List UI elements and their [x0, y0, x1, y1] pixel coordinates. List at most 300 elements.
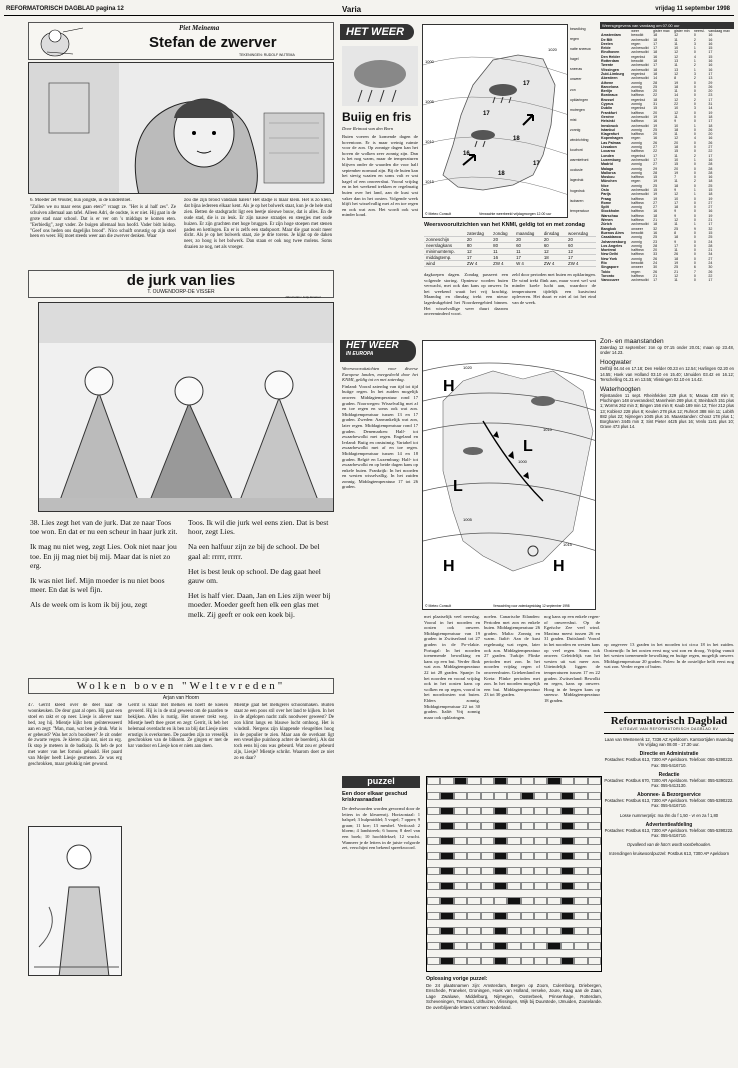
puzzel-cell[interactable]	[494, 792, 507, 800]
puzzel-cell[interactable]	[588, 912, 601, 920]
station-cell: 0	[693, 127, 696, 132]
station-cell: zw.bewolkt	[631, 192, 649, 197]
puzzel-cell[interactable]	[534, 822, 547, 830]
puzzel-cell[interactable]	[574, 792, 587, 800]
puzzel-cell[interactable]	[507, 777, 520, 785]
puzzel-cell[interactable]	[588, 777, 601, 785]
station-cell: 14	[674, 93, 679, 98]
puzzel-cell[interactable]	[494, 897, 507, 905]
station-cell: Londen	[601, 153, 614, 158]
puzzel-cell[interactable]	[547, 822, 560, 830]
puzzel-cell[interactable]	[521, 897, 534, 905]
puzzel-cell[interactable]	[481, 927, 494, 935]
station-cell: 0	[693, 132, 696, 137]
puzzel-cell[interactable]	[507, 792, 520, 800]
station-cell: 16	[653, 230, 658, 235]
puzzel-cell[interactable]	[534, 912, 547, 920]
station-cell: regenbui	[631, 71, 646, 76]
puzzel-cell[interactable]	[481, 942, 494, 950]
puzzel-cell[interactable]	[521, 927, 534, 935]
puzzel-cell[interactable]	[440, 867, 453, 875]
puzzel-cell[interactable]	[521, 792, 534, 800]
weather-eu-text-4: nog kans op een enkele regen- of onweersbui. Op de Egeïsche Zee veel wind. Maxima meest tussen 26 en 31 graden. Duitsland: Vooral in het noorden en westen kans op veel regen. Soms ook onweer. Geleidelijk van het westen uit wat meer zon. Uiteindelijk liggen de temperaturen tussen 17 en 22 graden. Zwitserland: Bewolkt en regen, kans op onweer. Hoog in de bergen kans op sneeuw. Middagtemperatuur 18 graden.	[544, 614, 600, 703]
weather-nl-text-b: dagkoepen dagen. Zondag passeert een volgende storing. Opnieuw worden buien verwacht, met ook dan kans op onweer. In het weekend waait het vrij krachtig. Maandag en dinsdag trekt een nieuw lagedrukgebied het Noordzeegebied binnen. Het wisselvallige weer duurt daarom onverminderd voort.	[424, 272, 508, 317]
puzzel-cell[interactable]	[427, 777, 440, 785]
station-cell: 3	[693, 41, 696, 46]
puzzel-cell[interactable]	[507, 807, 520, 815]
station-cell: zonnig	[631, 183, 642, 188]
puzzel-cell[interactable]	[534, 867, 547, 875]
puzzel-cell[interactable]	[588, 927, 601, 935]
water-text: Rijnstanden 11 sept. Rheinfelden 229 plus 5; Maxau 430 min 8; Plochingen 148 onveranderd; Mannheim 269 plus 4; Steinbach 151 plus 1; Worms 262 min 3; Bingen 156 min 9; Kaub 189 min 12; Trier 212 plus 13; Koblenz 228 plus 8; Keulen 278 plus 12; Ruhrort 388 min 11; Lobith 882 plus 22; Nijmegen 1045 plus 16. Maasstanden: Chooz 178 plus 1; Borgharen 3445 min 3; Sint Pieter 4425 plus 16; Venlo 1141 plus 10; Grave 473 plus 14.	[600, 393, 734, 430]
puzzel-cell[interactable]	[481, 897, 494, 905]
puzzel-cell[interactable]	[547, 807, 560, 815]
puzzel-cell[interactable]	[481, 837, 494, 845]
puzzel-cell[interactable]	[454, 807, 467, 815]
puzzel-sub: Een door elkaar geschud kriskrasraadsel	[342, 791, 408, 803]
puzzel-text: De deelwoorden worden gevormd door de letters in de kleurenrij. Horizontaal: 1 balspel; 3 hulpmiddel; 5 vogel; 7 opper; 9 graan; 11 koe; 13 meubel. Verticaal: 2 bloem; 4 landstreek; 6 boom; 8 deel van een boek; 10 hoofddeksel; 12 vrucht. Wanneer je de letters in de juiste volgorde zet, verschijnt een bekend spreekwoord.	[342, 806, 420, 851]
station-cell: 14	[653, 76, 658, 81]
puzzel-cell[interactable]	[561, 897, 574, 905]
puzzel-cell[interactable]	[561, 882, 574, 890]
station-cell: halfbew.	[631, 273, 645, 278]
station-cell: 16	[708, 209, 713, 214]
puzzel-cell[interactable]	[481, 822, 494, 830]
station-cell: Vancouver	[601, 278, 620, 283]
puzzel-cell[interactable]	[547, 957, 560, 965]
legend-item: motregen	[570, 107, 585, 112]
puzzel-cell[interactable]	[467, 837, 480, 845]
puzzel-cell[interactable]	[534, 792, 547, 800]
puzzel-cell[interactable]	[427, 912, 440, 920]
station-cell: 9	[674, 187, 677, 192]
puzzel-cell[interactable]	[574, 867, 587, 875]
puzzel-cell[interactable]	[467, 852, 480, 860]
puzzel-cell[interactable]	[534, 897, 547, 905]
station-cell: 11	[674, 153, 678, 158]
puzzel-cell[interactable]	[521, 822, 534, 830]
puzzel-cell[interactable]	[467, 867, 480, 875]
map-copyright: © Meteo Consult	[425, 212, 452, 216]
puzzel-cell[interactable]	[427, 852, 440, 860]
station-cell: 19	[653, 196, 658, 201]
station-cell: 16	[708, 37, 713, 42]
puzzel-cell[interactable]	[454, 942, 467, 950]
station-cell: 18	[653, 97, 658, 102]
station-cell: 1	[693, 222, 696, 227]
puzzel-cell[interactable]	[561, 792, 574, 800]
station-cell: 26	[653, 140, 658, 145]
station-cell: 1	[693, 59, 696, 64]
station-cell: New York	[601, 256, 618, 261]
puzzel-cell[interactable]	[534, 942, 547, 950]
puzzel-cell[interactable]	[427, 957, 440, 965]
station-cell: regen	[631, 136, 641, 141]
puzzel-cell[interactable]	[574, 957, 587, 965]
puzzel-cell[interactable]	[494, 807, 507, 815]
puzzel-cell[interactable]	[521, 837, 534, 845]
puzzel-cell[interactable]	[454, 837, 467, 845]
station-cell: 11	[674, 41, 678, 46]
puzzel-cell[interactable]	[534, 777, 547, 785]
puzzel-cell[interactable]	[574, 912, 587, 920]
station-cell: 34	[708, 252, 713, 257]
puzzel-cell[interactable]	[547, 867, 560, 875]
puzzel-cell[interactable]	[427, 897, 440, 905]
puzzel-cell[interactable]	[494, 942, 507, 950]
puzzel-cell[interactable]	[547, 927, 560, 935]
station-cell: Frankfurt	[601, 110, 617, 115]
puzzel-cell[interactable]	[561, 867, 574, 875]
station-cell: 0	[693, 273, 696, 278]
station-cell: 0	[693, 89, 696, 94]
map-isobar: 1015	[425, 179, 434, 184]
weather-eu-text-2: met plaatselijk veel neerslag. Vooral in het noorden en oosten ook onweer. Middagtemperatuur van 19 graden in Zwitserland tot 27 graden in de Po-vlakte. Portugal: In het noorden toenemende bewolking en kans op een bui. Verder flink wat zon. Middagtemperatuur 22 tot 28 graden. Spanje: In het noorden en vooral vrijdag ook in het oosten kans op wolken en op regen, vooral in het noordoosten wat buien. Elders zonnig. Middagtemperatuur 22 tot 30 graden. Italië: Vrij zonnig maar ook opklaringen.	[424, 614, 480, 720]
station-cell: 21	[708, 248, 713, 253]
puzzel-cell[interactable]	[454, 897, 467, 905]
station-cell: 21	[674, 269, 679, 274]
puzzel-cell[interactable]	[574, 897, 587, 905]
puzzel-cell[interactable]	[588, 792, 601, 800]
puzzel-cell[interactable]	[507, 927, 520, 935]
puzzel-cell[interactable]	[440, 807, 453, 815]
station-cell: 24	[708, 261, 713, 266]
station-cell: 6	[693, 265, 696, 270]
puzzel-cell[interactable]	[507, 942, 520, 950]
cloud-symbol	[489, 84, 517, 96]
station-cell: 15	[708, 187, 713, 192]
puzzel-cell[interactable]	[507, 882, 520, 890]
puzzel-cell[interactable]	[454, 792, 467, 800]
station-cell: Malaga	[601, 166, 614, 171]
puzzel-cell[interactable]	[481, 957, 494, 965]
station-cell: 0	[693, 235, 696, 240]
jurk-author: T. OUWENDORP-DE VISSER	[147, 289, 215, 295]
puzzel-cell[interactable]	[534, 927, 547, 935]
station-cell: 18	[708, 192, 713, 197]
puzzel-cell[interactable]	[507, 867, 520, 875]
station-cell: 1	[693, 67, 696, 72]
puzzel-cell[interactable]	[547, 792, 560, 800]
puzzel-cell[interactable]	[561, 957, 574, 965]
puzzel-cell[interactable]	[454, 882, 467, 890]
puzzel-cell[interactable]	[547, 897, 560, 905]
puzzel-cell[interactable]	[494, 837, 507, 845]
station-cell: 31	[653, 102, 658, 107]
puzzel-cell[interactable]	[481, 882, 494, 890]
station-cell: 18	[653, 33, 658, 38]
station-cell: halfbew.	[631, 196, 645, 201]
puzzel-cell[interactable]	[454, 867, 467, 875]
puzzel-cell[interactable]	[440, 852, 453, 860]
station-cell: 17	[708, 153, 713, 158]
puzzel-cell[interactable]	[494, 957, 507, 965]
puzzel-cell[interactable]	[427, 867, 440, 875]
station-cell: 17	[708, 71, 713, 76]
puzzel-cell[interactable]	[454, 822, 467, 830]
puzzel-cell[interactable]	[440, 897, 453, 905]
puzzel-cell[interactable]	[440, 912, 453, 920]
puzzel-cell[interactable]	[534, 807, 547, 815]
puzzel-cell[interactable]	[481, 777, 494, 785]
puzzel-cell[interactable]	[588, 957, 601, 965]
station-cell: Cyprus	[601, 102, 614, 107]
station-cell: regen	[631, 269, 641, 274]
station-cell: 0	[693, 218, 696, 223]
station-cell: 17	[653, 63, 658, 68]
station-cell: zw.bewolkt	[631, 222, 649, 227]
station-cell: 12	[674, 71, 679, 76]
puzzel-cell[interactable]	[494, 927, 507, 935]
puzzel-cell[interactable]	[588, 852, 601, 860]
station-cell: halfbew.	[631, 218, 645, 223]
station-cell: 18	[653, 222, 658, 227]
puzzel-cell[interactable]	[521, 882, 534, 890]
puzzel-cell[interactable]	[467, 882, 480, 890]
page-header	[4, 4, 734, 16]
station-cell: 4	[693, 136, 696, 141]
pressure-L: L	[453, 478, 463, 495]
station-cell: 20	[653, 89, 658, 94]
puzzel-cell[interactable]	[481, 912, 494, 920]
station-cell: 16	[708, 33, 713, 38]
station-cell: 0	[693, 145, 696, 150]
puzzel-cell[interactable]	[547, 912, 560, 920]
weather-banner	[340, 24, 414, 40]
puzzel-cell[interactable]	[467, 912, 480, 920]
puzzel-cell[interactable]	[467, 777, 480, 785]
station-cell: weer	[631, 29, 640, 33]
station-cell: 0	[693, 149, 696, 154]
puzzel-cell[interactable]	[547, 942, 560, 950]
puzzel-cell[interactable]	[454, 927, 467, 935]
puzzel-cell[interactable]	[561, 942, 574, 950]
puzzel-cell[interactable]	[588, 837, 601, 845]
puzzel-cell[interactable]	[547, 837, 560, 845]
puzzel-cell[interactable]	[561, 822, 574, 830]
puzzel-cell[interactable]	[547, 852, 560, 860]
station-cell: 18	[653, 50, 658, 55]
puzzel-cell[interactable]	[494, 912, 507, 920]
legend-item: natte sneeuw	[570, 47, 591, 52]
station-cell: 28	[708, 170, 713, 175]
puzzel-cell[interactable]	[440, 942, 453, 950]
puzzel-cell[interactable]	[427, 807, 440, 815]
station-cell: Zuid-Limburg	[601, 71, 625, 76]
wolken-drawing	[29, 827, 122, 976]
legend-item: isobaren	[570, 198, 584, 203]
station-cell: 28	[653, 243, 658, 248]
puzzel-cell[interactable]	[588, 822, 601, 830]
station-cell: 1	[693, 187, 696, 192]
legend-item: zon	[570, 87, 576, 92]
puzzel-cell[interactable]	[454, 777, 467, 785]
puzzel-cell[interactable]	[561, 927, 574, 935]
comic-caption-col1	[30, 198, 176, 264]
puzzel-cell[interactable]	[481, 807, 494, 815]
puzzel-cell[interactable]	[521, 957, 534, 965]
comic-text-2: zou die zijn brood vandaan halen? Het stadje is maar klein. Het is zo klein, dat bijna iedereen elkaar kent. Als je op het bolwerk staat, kun je de hele stad zien. Betten de stadsgracht ligt een beetje nieuwe bouw, dat is alles. En de oude stad, die is zo leuk. Er zijn nauwe straatjes en steegjes met oude huizen. Er zijn grachten met hoge bruggen. Er zijn hoge stoepen met stenen paden en kettingen. En er is zelfs een stadspoort. Maar die gaat nooit meer dicht. Als je op het bolwerk staat, zie je drie torens. Je kijkt op de daken neer, zo hoog is het bolwerk. Dan staan er ook nog twee molens. Soms draaien ze nog, net als vroeger.	[184, 198, 332, 251]
station-cell: regenbui	[631, 54, 646, 59]
puzzel-cell[interactable]	[427, 837, 440, 845]
eu-pressure-label: 1015	[563, 542, 572, 547]
station-cell: 24	[653, 261, 658, 266]
puzzel-cell[interactable]	[440, 792, 453, 800]
puzzel-cell[interactable]	[481, 852, 494, 860]
wolken-illustration	[28, 826, 122, 976]
station-cell: 26	[708, 84, 713, 89]
station-cell: 10	[674, 157, 679, 162]
puzzel-cell[interactable]	[574, 927, 587, 935]
puzzel-grid[interactable]	[426, 776, 602, 972]
station-cell: 17	[708, 97, 713, 102]
puzzel-cell[interactable]	[534, 852, 547, 860]
puzzel-cell[interactable]	[440, 777, 453, 785]
station-cell: 15	[708, 230, 713, 235]
puzzel-cell[interactable]	[588, 807, 601, 815]
legend-item: koufront	[570, 148, 583, 153]
puzzel-cell[interactable]	[574, 837, 587, 845]
puzzel-cell[interactable]	[440, 822, 453, 830]
puzzel-cell[interactable]	[574, 942, 587, 950]
puzzel-cell[interactable]	[561, 837, 574, 845]
map-isobar: 1005	[425, 99, 434, 104]
comic-boy-illustration	[29, 63, 334, 194]
wolken-text-2: Gerrit is klaar met melken en hoeft de koeien gevoerd. Hij is in de stal geweest om de paarden te bekijken. Alles is rustig. Het onweer trekt weg. Mientje heeft thee gezet en zegt: Gerrit, ik heb het helemaal overdacht en ik ben zo blij dat Liesje niets ernstigs is overkomen. De paarden zijn zo vreselijk geschrokken van de bliksem. Ze gingen er met de kar vandoor en Liesje kon er niets aan doen.	[128, 703, 228, 750]
station-cell: 17	[653, 157, 658, 162]
puzzel-cell[interactable]	[467, 897, 480, 905]
station-cell: 20	[653, 248, 658, 253]
station-cell: 0	[693, 183, 696, 188]
puzzel-cell[interactable]	[440, 927, 453, 935]
eu-map-copyright: © Meteo Consult	[425, 604, 452, 608]
station-cell: 27	[708, 205, 713, 210]
station-cell: 9	[674, 239, 677, 244]
puzzel-cell[interactable]	[454, 957, 467, 965]
station-cell: 12	[674, 110, 679, 115]
puzzel-cell[interactable]	[574, 852, 587, 860]
weather-eu-banner-sub: IN EUROPA	[346, 351, 374, 357]
puzzel-cell[interactable]	[467, 822, 480, 830]
weather-nl-map	[422, 24, 568, 218]
puzzel-cell[interactable]	[507, 852, 520, 860]
puzzel-cell[interactable]	[534, 882, 547, 890]
station-cell: zonnig	[631, 239, 642, 244]
puzzel-cell[interactable]	[427, 942, 440, 950]
puzzel-cell[interactable]	[507, 912, 520, 920]
knmi-table-title: Weersvooruitzichten van het KNMI, geldig tot en met zondag	[424, 222, 585, 228]
station-cell: 16	[708, 157, 713, 162]
puzzel-cell[interactable]	[494, 852, 507, 860]
puzzel-cell[interactable]	[574, 882, 587, 890]
puzzel-cell[interactable]	[561, 852, 574, 860]
puzzel-cell[interactable]	[588, 897, 601, 905]
station-cell: 18	[653, 71, 658, 76]
station-cell: 12	[674, 97, 679, 102]
legend-item: onweer	[570, 77, 582, 82]
station-cell: 16	[653, 54, 658, 59]
station-cell: 22	[653, 93, 658, 98]
station-cell: Mallorca	[601, 170, 616, 175]
station-cell: 25	[653, 84, 658, 89]
side-info	[600, 338, 734, 638]
puzzel-cell[interactable]	[534, 837, 547, 845]
puzzel-cell[interactable]	[521, 942, 534, 950]
puzzel-cell[interactable]	[467, 942, 480, 950]
station-cell: Rio	[601, 261, 607, 266]
puzzel-cell[interactable]	[521, 867, 534, 875]
puzzel-cell[interactable]	[440, 957, 453, 965]
puzzel-cell[interactable]	[588, 942, 601, 950]
station-cell: New Delhi	[601, 252, 619, 257]
puzzel-cell[interactable]	[481, 867, 494, 875]
puzzel-cell[interactable]	[454, 852, 467, 860]
station-cell: Johannesburg	[601, 239, 626, 244]
station-cell: zonnig	[631, 162, 642, 167]
puzzel-cell[interactable]	[588, 882, 601, 890]
puzzel-cell[interactable]	[494, 822, 507, 830]
puzzel-cell[interactable]	[521, 912, 534, 920]
puzzel-cell[interactable]	[561, 912, 574, 920]
puzzel-cell[interactable]	[574, 777, 587, 785]
jurk-verse: 38. Lies zegt het van de jurk. Dat ze naar Toos toe won. En dat er nu een scheur in haar jurk zit.	[30, 518, 178, 537]
puzzel-cell[interactable]	[547, 777, 560, 785]
station-cell: regen	[631, 179, 641, 184]
station-cell: 0	[693, 80, 696, 85]
puzzel-cell[interactable]	[588, 867, 601, 875]
wolken-title-box	[28, 678, 334, 694]
station-cell: 27	[708, 200, 713, 205]
puzzel-cell[interactable]	[561, 777, 574, 785]
puzzel-cell[interactable]	[494, 777, 507, 785]
puzzel-cell[interactable]	[521, 852, 534, 860]
puzzel-cell[interactable]	[454, 912, 467, 920]
puzzel-cell[interactable]	[574, 822, 587, 830]
station-cell: Tokio	[601, 269, 611, 274]
puzzel-cell[interactable]	[561, 807, 574, 815]
station-cell: 29	[653, 166, 658, 171]
puzzel-cell[interactable]	[467, 957, 480, 965]
puzzel-cell[interactable]	[547, 882, 560, 890]
puzzel-cell[interactable]	[427, 822, 440, 830]
puzzel-cell[interactable]	[521, 807, 534, 815]
puzzel-cell[interactable]	[467, 807, 480, 815]
puzzel-cell[interactable]	[507, 837, 520, 845]
puzzel-cell[interactable]	[440, 837, 453, 845]
puzzel-cell[interactable]	[574, 807, 587, 815]
station-cell: 0	[693, 239, 696, 244]
station-cell: 12	[674, 50, 679, 55]
puzzel-cell[interactable]	[507, 822, 520, 830]
puzzel-cell[interactable]	[427, 882, 440, 890]
station-cell: 17	[708, 222, 713, 227]
puzzel-cell[interactable]	[481, 792, 494, 800]
puzzel-cell[interactable]	[507, 897, 520, 905]
station-cell: 22	[674, 102, 679, 107]
puzzel-cell[interactable]	[467, 927, 480, 935]
puzzel-cell[interactable]	[427, 792, 440, 800]
puzzel-cell[interactable]	[440, 882, 453, 890]
puzzel-cell[interactable]	[427, 927, 440, 935]
puzzel-cell[interactable]	[494, 867, 507, 875]
puzzel-cell[interactable]	[494, 882, 507, 890]
puzzel-cell[interactable]	[521, 777, 534, 785]
puzzel-cell[interactable]	[467, 792, 480, 800]
weather-byline: Door Reinout van den Born	[342, 126, 394, 131]
station-cell: 2	[693, 76, 696, 81]
puzzel-cell[interactable]	[507, 957, 520, 965]
puzzel-cell[interactable]	[534, 957, 547, 965]
